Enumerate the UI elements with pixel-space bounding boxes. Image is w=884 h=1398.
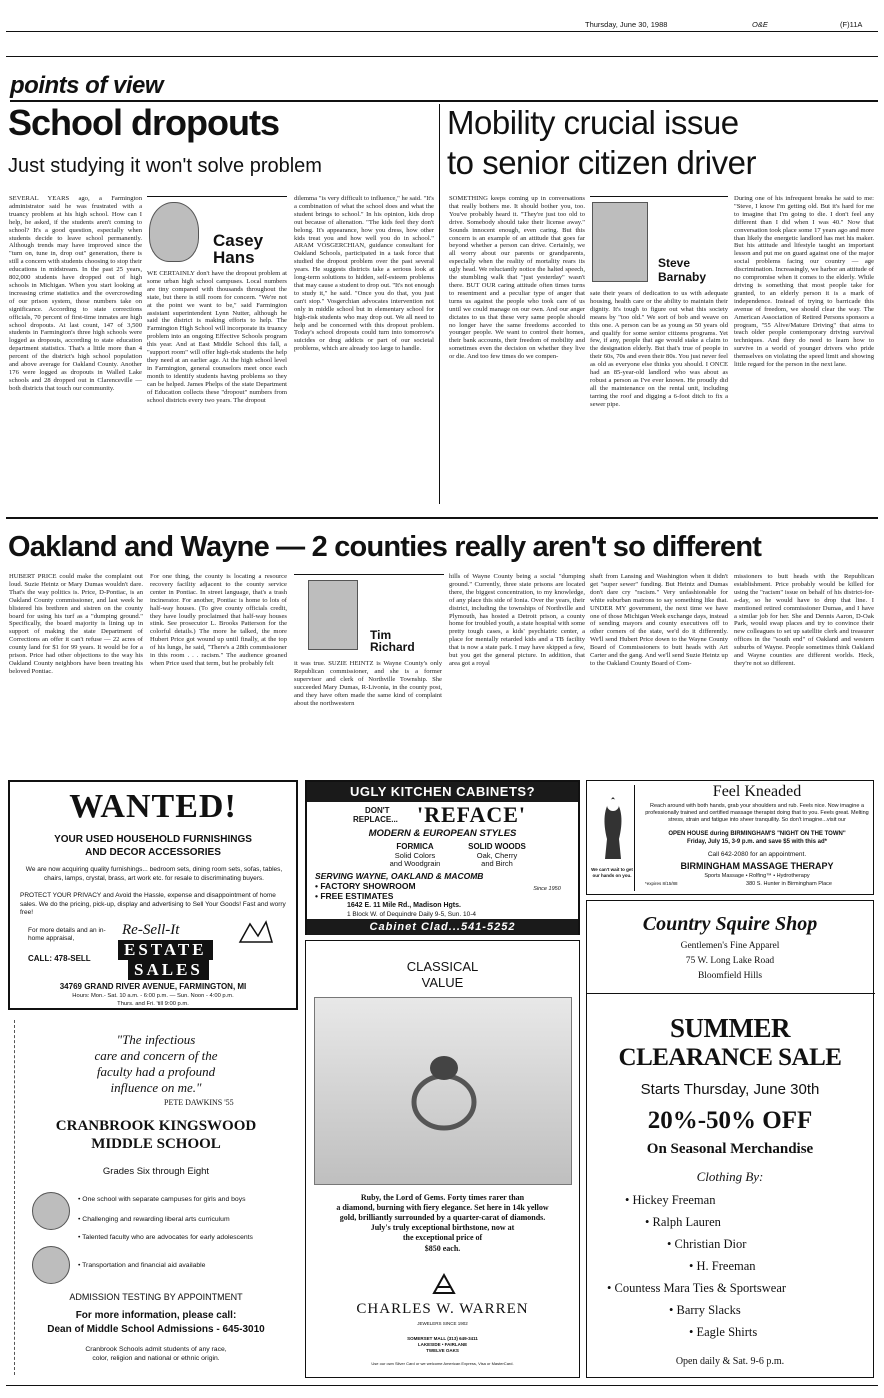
- author-last-name: Barnaby: [658, 270, 707, 284]
- squire-sub-1: Gentlemen's Fine Apparel: [680, 941, 780, 951]
- cranbrook-bullet: • Transportation and financial aid available: [78, 1262, 206, 1269]
- ad-cranbrook: [14, 1020, 298, 1375]
- masthead-rule: [6, 31, 878, 32]
- massage-expires: *expires 8/15/88: [645, 881, 678, 886]
- squire-open: Open daily & Sat. 9-6 p.m.: [675, 1356, 785, 1367]
- resell-logo-icon: [236, 918, 276, 948]
- squire-seasonal: On Seasonal Merchandise: [646, 1141, 814, 1157]
- kingswood-seal-icon: [32, 1246, 70, 1284]
- classical-since: JEWELERS SINCE 1902: [417, 1321, 468, 1326]
- ad-classical-value: [305, 940, 580, 1378]
- masthead-page: (F)11A: [840, 20, 863, 29]
- cranbrook-bullet-text: Talented faculty who are advocates for early adolescents: [82, 1234, 253, 1241]
- oakland-headline: Oakland and Wayne — 2 counties really aren't so different: [8, 531, 762, 563]
- cranbrook-quote-line-2: care and concern of the: [94, 1048, 218, 1063]
- warren-crest-icon: [430, 1271, 458, 1297]
- kitchen-formica-sub-2: and Woodgrain: [389, 859, 441, 868]
- kitchen-styles: MODERN & EUROPEAN STYLES: [368, 828, 517, 839]
- classical-locations-2: LAKESIDE • FAIRLANE: [417, 1342, 468, 1347]
- author-photo-barnaby: [592, 202, 648, 282]
- wanted-sub-2: AND DECOR ACCESSORIES: [85, 847, 221, 858]
- oakland-column-1: HUBERT PRICE could make the complaint out loud. Suzie Heintz or Mary Dumas wouldn't dare. That's the way politics is. Price, D-Pontiac, is an Oakland County commissioner, and last week he blistered his brethren and sistren on the county board for using his turf as a "dumping ground." Specifically, the board majority is lining up in support of making the state Department of Corrections an offer it can't refuse — 22 acres of county land for $1 for 99 years. It would be for a prison. Price had other objections to the way his Oakland County neighbors have been treating his beloved Pontiac.: [9, 573, 143, 675]
- squire-brand: • Barry Slacks: [669, 1303, 741, 1317]
- cranbrook-bullet-text: Challenging and rewarding liberal arts curriculum: [82, 1216, 230, 1223]
- cranbrook-name-line-1: CRANBROOK KINGSWOOD: [55, 1118, 257, 1134]
- classical-cards: Use our own Silver Card or we welcome American Express, Visa or MasterCard.: [371, 1361, 514, 1366]
- kitchen-bullet-2: • FREE ESTIMATES: [315, 891, 394, 901]
- squire-starts: Starts Thursday, June 30th: [640, 1081, 820, 1098]
- ad-wanted: [8, 780, 298, 1010]
- squire-sale-line-1: SUMMER: [670, 1013, 790, 1043]
- kitchen-reface: 'REFACE': [417, 802, 527, 827]
- wanted-body-1: We are now acquiring quality furnishings... bedroom sets, dining room sets, sofas, tables, chairs, lamps, crystal, brass, art work etc. for resale to discriminating buyers.: [25, 866, 283, 882]
- wanted-title: WANTED!: [69, 788, 237, 825]
- kitchen-formica-sub-1: Solid Colors: [394, 851, 436, 860]
- wanted-address: 34769 GRAND RIVER AVENUE, FARMINGTON, MI: [59, 982, 247, 991]
- massage-body: Reach around with both hands, grab your shoulders and rub. Feels nice. Now imagine a professionally trained and certified massage therapist doing that to you. Feels great. Melting stress, strain and fatigue into sheer tranquility. So don't imagine...visit our: [645, 803, 869, 823]
- squire-percent: 20%-50% OFF: [647, 1107, 813, 1134]
- squire-clothing-by: Clothing By:: [696, 1169, 764, 1184]
- classical-body-1: Ruby, the Lord of Gems. Forty times rarer than: [360, 1193, 525, 1202]
- ad-kitchen: [305, 780, 580, 935]
- oakland-column-2: For one thing, the county is locating a resource recovery facility adjacent to the county service center in Pontiac. In street language, that's a trash incinerator. For another, Pontiac is home to lots of half-way houses. (To give county officials credit, they have loudly proclaimed that half-way houses stink. See prosecutor L. Brooks Patterson for the colorful details.) The more he talked, the more Hubert Price got wound up until finally, at the top of his lungs, he said, "There's a 28th commissioner in this room . . . racism." The audience groaned when Price used that term, but he probably felt: [150, 573, 287, 667]
- masthead-paper: O&E: [752, 20, 768, 29]
- massage-caption: We can't wait to get our hands on you.: [591, 867, 633, 878]
- oakland-column-6: missioners to butt heads with the Republican establishment. Price probably would be killed for using the "racism" issue on behalf of his district-for-a-day, so he would have to drop that line. I mentioned retired commissioner Dumas, and I have a similar job for her. She and Dennis Aaron, D-Oak Park, would swap places and try to convince their new colleagues to set up satellite clerk and treasurer offices in the "south end" of Oakland and western suburbs of Wayne. People sometimes think Oakland and Wayne counties are different worlds. Heck, they're not so different.: [734, 573, 874, 667]
- cranbrook-bullet: • Challenging and rewarding liberal arts curriculum: [78, 1216, 230, 1223]
- squire-brand: • Countess Mara Ties & Sportswear: [607, 1281, 787, 1295]
- dropouts-column-3: dilemma "is very difficult to influence," he said. "It's a combination of what the school does and what the student brings to school." In his opinion, kids drop out because of alienation. "The kids feel they don't belong. It's appearance, how you dress, how other kids treat you and how well you do in school." ARAM VOSGERCHIAN, guidance consultant for Oakland Schools, participated in a task force that studied the dropout problem over the past several years. He suggests districts take a serious look at long-term solutions to hidden, self-esteem problems that may cause a student to drop out. "It's not enough to study it," he said. "Once you do that, you just can't stop." Vosgerchian advocates intervention not only in middle school but in elementary school for high-risk students who may drop out. We all need to help and be concerned with this dropout problem. Today's school dropouts could turn into tomorrow's suicides or drug addicts or part of our societal problems, which are already too large to handle.: [294, 195, 434, 353]
- column-divider: [439, 104, 440, 504]
- wanted-details: For more details and an in-home appraisal,: [28, 927, 106, 942]
- classical-locations-1: SOMERSET MALL (313) 649-3411: [407, 1336, 478, 1341]
- cranbrook-name-line-2: MIDDLE SCHOOL: [91, 1136, 221, 1152]
- top-rule: [6, 56, 878, 57]
- classical-body-5: the exceptional price of: [402, 1233, 483, 1242]
- mobility-headline-line-2: to senior citizen driver: [447, 144, 756, 181]
- bottom-rule: [6, 1385, 878, 1386]
- author-first-name: Tim: [370, 628, 392, 642]
- kitchen-bullet-1: • FACTORY SHOWROOM: [315, 881, 416, 891]
- masthead-date: Thursday, June 30, 1988: [585, 20, 668, 29]
- squire-brand: • H. Freeman: [689, 1259, 756, 1273]
- squire-sale-line-2: CLEARANCE SALE: [618, 1044, 842, 1071]
- cranbrook-grades: Grades Six through Eight: [102, 1166, 210, 1177]
- squire-brand: • Hickey Freeman: [625, 1193, 716, 1207]
- squire-sub-3: Bloomfield Hills: [697, 971, 763, 981]
- author-first-name: Steve: [658, 256, 691, 270]
- dropouts-subhead: Just studying it won't solve problem: [8, 155, 322, 177]
- mobility-column-2: sate their years of dedication to us with adequate housing, health care or the ability to maintain their dignity. It's tough to figure out what this society means by "too old." We sort of bob and weave on this one. A person can be as young as 50 years old and qualify for some senior citizens programs. Yet few, if any, people that age would stake a claim to the designation elderly. But that's true of people in their 60s, 70s and even their 80s. You just never feel as old as everyone else thinks you should. I ONCE had an 85-year-old landlord who was about as robust a person as I've ever known. He proudly did all the maintenance on the rental unit, including tarring the roof and digging a 6-foot ditch to fix a sewer pipe.: [590, 290, 728, 408]
- squire-brand: • Ralph Lauren: [645, 1215, 721, 1229]
- kitchen-banner: UGLY KITCHEN CABINETS?: [307, 782, 578, 802]
- squire-brand: • Eagle Shirts: [689, 1325, 758, 1339]
- mobility-column-1: SOMETHING keeps coming up in conversations that really bothers me. It should bother you, too. You've probably heard it. "They're just too old to drive. Somebody should take their license away." Sounds innocent enough, even caring. But this concern is an example of an attitude that goes far beyond whether a person can drive. Certainly, we all worry about our parents or grandparents, especially when the reality of mortality rears its ugly head. We reluctantly notice the halted speech, the stumbling walk that "just yesterday" wasn't there. BUT OUR caring attitude often times turns to resentment and a peculiar type of anger that turns us against the people who took care of us until we could manage on our own. And our anger dictates to us that these very same people should no longer have the same freedoms accorded to younger people. We want to control their homes, their bank accounts, their freedom of mobility and sometimes even the decision on whether they live or die. And too few times do we compen-: [449, 195, 585, 361]
- mobility-byline: [590, 196, 728, 288]
- wanted-call: CALL: 478-SELL: [28, 954, 91, 963]
- mobility-column-3: During one of his infrequent breaks he said to me: "Steve, I know I'm getting old. But it's hard for me to imagine that I'm going to die. I don't feel any different than I did when I was 40." Now that conversation took place some 17 years ago and more than likely the energetic landlord has met his maker. But his attitude and lifestyle taught an important lesson and put me on guard against one of the major social problems facing our country — age discrimination. Increasingly, we harbor an attitude of no compromise when it comes to the elderly. While driving is something that most people take for granted, to an elderly person it is a mark of independence. Instead of trying to barricade this avenue of freedom, we should clear the way. The American Association of Retired Persons sponsors a program, "55 Alive/Mature Driving" that aims to teach older people contemporary driving survival techniques. And they do need to learn how to survive in a world of younger drivers who pride themselves on violating the speed limit and showing little regard for the person in the next lane.: [734, 195, 874, 369]
- hands-icon: [595, 793, 631, 863]
- kitchen-since: Since 1950: [533, 886, 561, 892]
- squire-sub-2: 75 W. Long Lake Road: [685, 956, 775, 966]
- massage-name: BIRMINGHAM MASSAGE THERAPY: [680, 861, 834, 871]
- cranbrook-bullet-text: Transportation and financial aid available: [82, 1262, 206, 1269]
- kitchen-footer-phone: Cabinet Clad...541-5252: [307, 919, 578, 935]
- cranbrook-quote-line-3: faculty had a profound: [96, 1064, 216, 1079]
- dropouts-headline: School dropouts: [8, 102, 279, 143]
- cranbrook-info-1: For more information, please call:: [75, 1310, 237, 1321]
- classical-locations-3: TWELVE OAKS: [426, 1348, 459, 1353]
- wanted-sub-1: YOUR USED HOUSEHOLD FURNISHINGS: [54, 834, 252, 845]
- oakland-column-3: it was true. SUZIE HEINTZ is Wayne County's only Republican commissioner, and she is a former supervisor and clerk of Northville Township. She succeeded Mary Dumas, R-Livonia, in the county post, and they have often made the same kind of complaint about the northwestern: [294, 660, 442, 707]
- ad-massage: [586, 780, 874, 895]
- cranbrook-footer-2: color, religion and national or ethnic origin.: [92, 1355, 220, 1362]
- cranbrook-quote-line-4: influence on me.": [110, 1080, 202, 1095]
- mobility-headline-line-1: Mobility crucial issue: [447, 104, 739, 141]
- resell-logo-line-3: SALES: [128, 960, 209, 980]
- classical-body-4: July's truly exceptional birthstone, now at: [370, 1223, 515, 1232]
- cranbrook-seal-icon: [32, 1192, 70, 1230]
- squire-brand-list: [587, 1193, 873, 1353]
- author-photo-hans: [149, 202, 199, 262]
- cranbrook-admission: ADMISSION TESTING BY APPOINTMENT: [69, 1292, 243, 1302]
- author-last-name: Richard: [370, 640, 415, 654]
- massage-hands-illustration: [591, 785, 635, 891]
- wanted-hours-2: Thurs. and Fri. 'till 9:00 p.m.: [117, 1001, 189, 1007]
- dropouts-column-2: WE CERTAINLY don't have the dropout problem at some urban high school campuses. Local numbers are tiny compared with thousands throughout the state, but there is still room for concern. "We're not at the point we want to be," said Farmington assistant superintendent Lynn Nutter, although he said the district is making efforts to help. The Farmington High School will incorporate its truancy problem into an ongoing Effective Schools program this year. And at East Middle School this fall, a "support room" will offer high-risk students the help they need at an earlier age. At the high school level in Farmington, general counselors meet once each month to identify students having problems so they can be helped. James Phelps of the state Department of Education collects these "dropout" numbers from school districts every two years. The dropout: [147, 270, 287, 404]
- squire-brand: • Christian Dior: [667, 1237, 747, 1251]
- kitchen-replace: REPLACE...: [353, 815, 398, 824]
- kitchen-woods-sub-2: and Birch: [481, 859, 513, 868]
- ad-country-squire: [586, 900, 874, 1378]
- dropouts-byline: [147, 196, 287, 268]
- cranbrook-bullet: • One school with separate campuses for girls and boys: [78, 1196, 246, 1203]
- resell-logo-line-1: Re-Sell-It: [122, 922, 180, 938]
- classical-title-line-2: VALUE: [421, 975, 464, 990]
- kitchen-dont: DON'T: [365, 806, 390, 815]
- oakland-byline: [294, 574, 444, 656]
- cranbrook-info-2: Dean of Middle School Admissions - 645-3010: [47, 1324, 265, 1335]
- wanted-hours-1: Hours: Mon.- Sat. 10 a.m. - 6:00 p.m. — Sun. Noon - 4:00 p.m.: [72, 993, 234, 999]
- wanted-body-2: PROTECT YOUR PRIVACY and Avoid the Hassle, expense and disappointment of home sales. We do the pricing, pick-up, display and advertising to Sell Your Goods! Fast and worry free!: [20, 892, 286, 916]
- kitchen-serving: SERVING WAYNE, OAKLAND & MACOMB: [315, 871, 484, 881]
- cranbrook-bullet: • Talented faculty who are advocates for early adolescents: [78, 1234, 253, 1241]
- cranbrook-footer-1: Cranbrook Schools admit students of any race,: [85, 1346, 227, 1353]
- squire-title: Country Squire Shop: [642, 913, 818, 935]
- kitchen-address-2: 1 Block W. of Dequindre Daily 9-5, Sun. 10-4: [347, 911, 476, 918]
- classical-brand: CHARLES W. WARREN: [356, 1301, 529, 1317]
- massage-open-house-2: Friday, July 15, 3-9 p.m. and save $5 with this ad*: [687, 839, 827, 845]
- massage-address: 380 S. Hunter in Birmingham Place: [746, 881, 832, 887]
- oakland-column-5: shaft from Lansing and Washington when it didn't get "super sewer" funding. But Heintz and Dumas don't dare cry "racism." Very unfashionable for white suburban matrons to say something like that. UNDER MY government, the next time we have one of those Michigan Week exchange days, instead of sending mayors and county executives off to other corners of the state, we'd do it differently. We'll send Hubert Price down to the Wayne County Board of Commissioners to butt heads with Art Carter and the gang. And we'll send Suzie Heintz up to the Oakland County Board of Com-: [590, 573, 728, 667]
- kitchen-woods-sub-1: Oak, Cherry: [476, 851, 518, 860]
- kitchen-formica: FORMICA: [396, 842, 434, 851]
- resell-logo-line-2: ESTATE: [118, 940, 213, 960]
- massage-title: Feel Kneaded: [712, 783, 802, 800]
- ring-photo: [314, 997, 572, 1185]
- kitchen-woods: SOLID WOODS: [468, 842, 526, 851]
- kitchen-address-1: 1642 E. 11 Mile Rd., Madison Hgts.: [347, 902, 461, 909]
- mid-rule: [6, 517, 878, 519]
- cranbrook-quote-line-1: "The infectious: [116, 1032, 196, 1047]
- cranbrook-quote-author: PETE DAWKINS '55: [164, 1098, 234, 1107]
- classical-body-3: gold, brilliantly surrounded by a quarter-carat of diamonds.: [339, 1213, 546, 1222]
- oakland-column-4: hills of Wayne County being a social "dumping ground." Currently, three state prisons are located there, the biggest concentration, to my knowledge, of any place this side of Ionia. Over the years, their district, including the townships of Northville and Plymouth, has hosted a Detroit prison, a county home for troubled youth, a state hospital with some pretty tough cases, a kids' psychiatric center, a place for mentally retarded kids and a TB facility that is now a state park. I may have skipped a few, but you get the general picture. In addition, that area got a royal: [449, 573, 585, 667]
- massage-open-house: OPEN HOUSE during BIRMINGHAM'S "NIGHT ON THE TOWN": [668, 831, 846, 837]
- dropouts-column-1: SEVERAL YEARS ago, a Farmington administrator said he was frustrated with a truancy problem at his high school. How can I help, he asked, if the students aren't coming to school? It's a good question, especially when students decide to leave school permanently. Although trends may have improved since the "turn on, tune in, drop out" generation, there is still a concern with students choosing to stop their educations in midstream. In the past 25 years, 802,000 students have dropped out of high schools in Michigan. When you start looking at increasing crime statistics and the overcrowding of our prison system, those numbers take on significance. According to state corrections officials, 70 percent of first-time inmates are high school dropouts. At last count, 147 of 3,500 students in Farmington's three high schools were logged as dropouts, according to state education department statistics. That's a little more than 4 percent of the district's high school population and above average for Oakland County. Another 176 were logged as dropouts in Walled Lake schools and 28 dropped out in Clarenceville — both districts that touch our community.: [9, 195, 142, 392]
- author-first-name: Casey: [213, 231, 264, 250]
- massage-services: Sports Massage • Rolfing™ • Hydrotherapy: [704, 873, 810, 879]
- author-photo-richard: [308, 580, 358, 650]
- massage-call: Call 642-2080 for an appointment.: [707, 851, 807, 858]
- author-last-name: Hans: [213, 248, 255, 267]
- classical-title-line-1: CLASSICAL: [406, 959, 479, 974]
- cranbrook-bullet-text: One school with separate campuses for girls and boys: [82, 1196, 246, 1203]
- classical-price: $850 each.: [424, 1244, 461, 1253]
- section-title: points of view: [10, 72, 164, 99]
- ring-icon: [399, 1040, 489, 1140]
- classical-body-2: a diamond, burning with fiery elegance. Set here in 14k yellow: [336, 1203, 549, 1212]
